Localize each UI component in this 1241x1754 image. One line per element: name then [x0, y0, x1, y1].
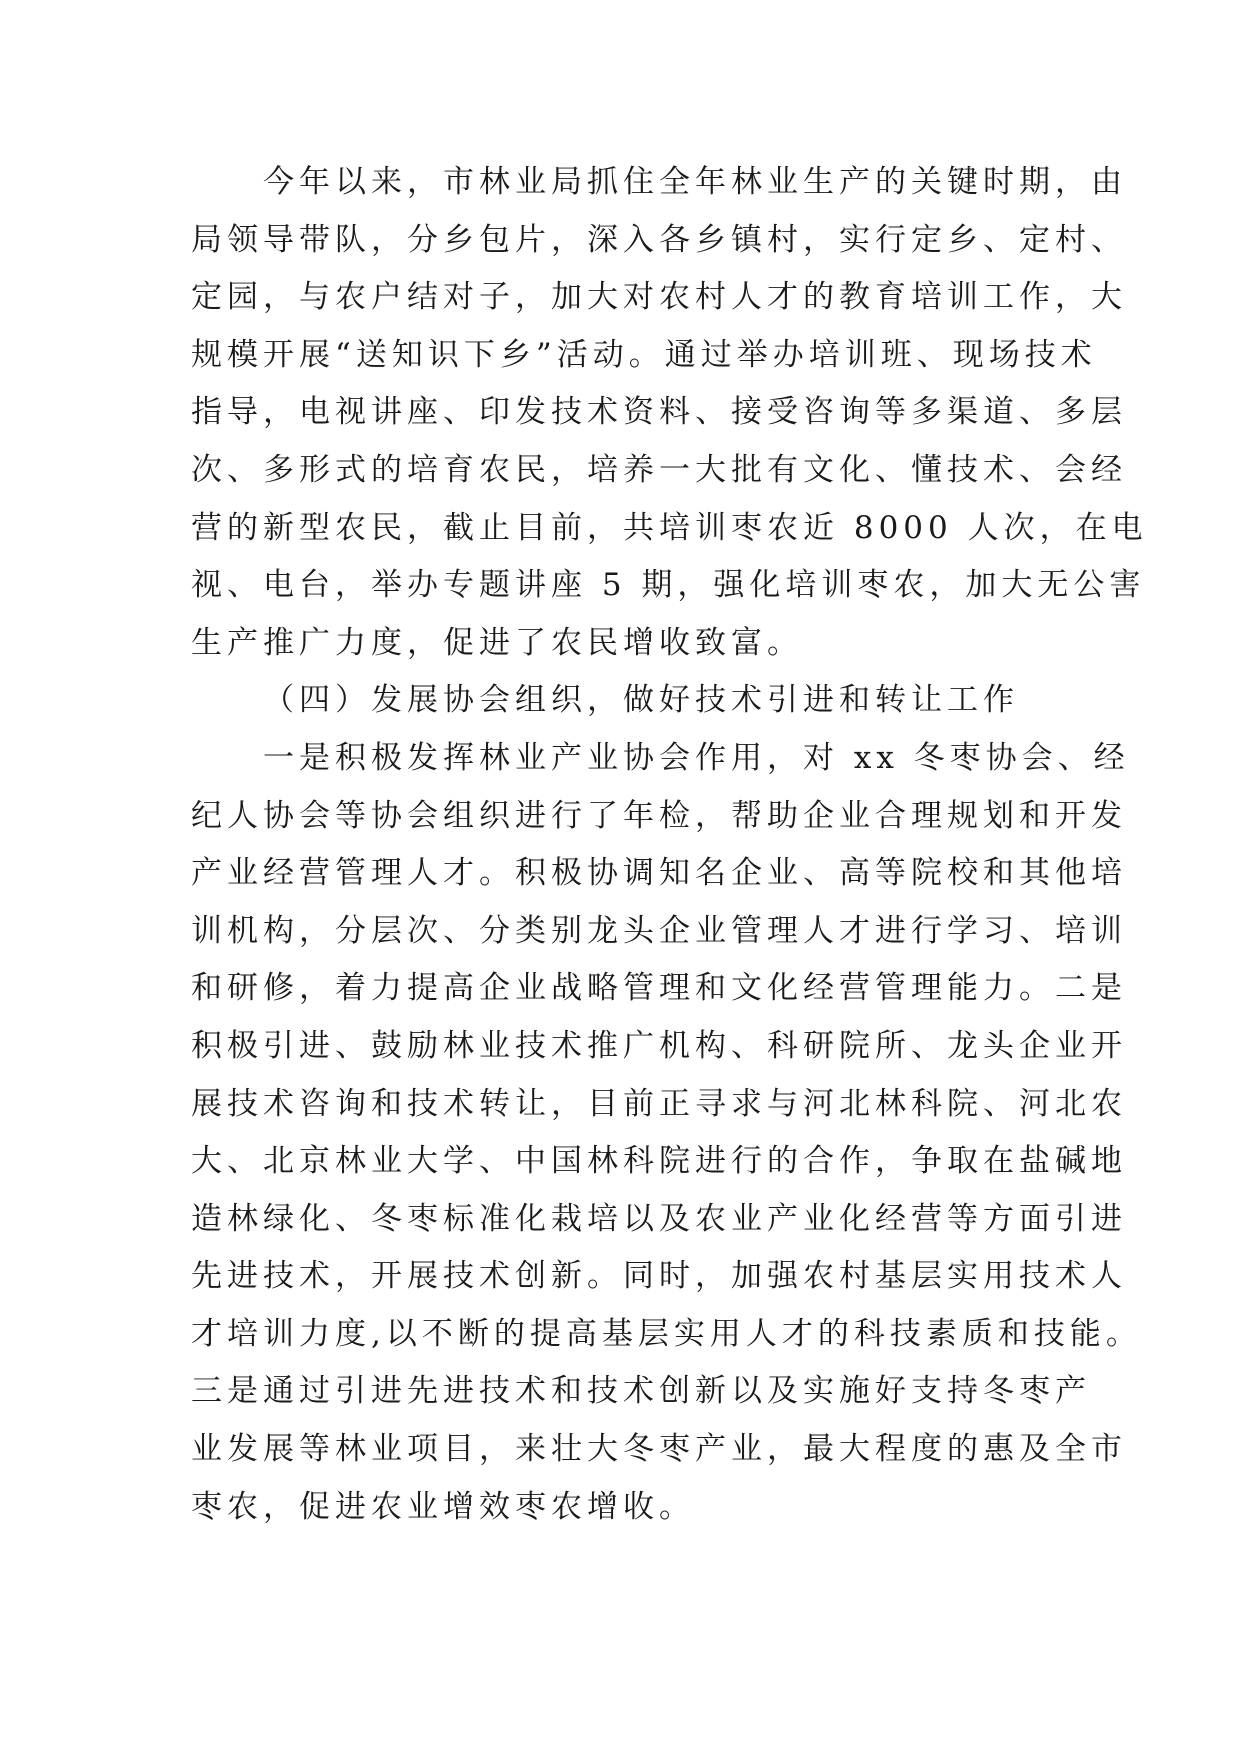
document-body: [191, 154, 1148, 1536]
paragraph-line: 业发展等林业项目，来壮大冬枣产业，最大程度的惠及全市: [191, 1431, 1127, 1468]
paragraph-line: 才培训力度,以不断的提高基层实用人才的科技素质和技能。: [191, 1315, 1142, 1352]
paragraph-line: 今年以来，市林业局抓住全年林业生产的关键时期，由: [263, 164, 1127, 200]
paragraph-line: 造林绿化、冬枣标准化栽培以及农业产业化经营等方面引进: [191, 1200, 1127, 1237]
paragraph-line: 规模开展“送知识下乡”活动。通过举办培训班、现场技术: [191, 336, 1097, 373]
paragraph-line: 指导，电视讲座、印发技术资料、接受咨询等多渠道、多层: [191, 394, 1127, 431]
paragraph-line: 积极引进、鼓励林业技术推广机构、科研院所、龙头企业开: [191, 1027, 1127, 1064]
paragraph-line: 局领导带队，分乡包片，深入各乡镇村，实行定乡、定村、: [191, 221, 1127, 258]
paragraph-line: 枣农，促进农业增效枣农增收。: [191, 1488, 695, 1525]
paragraph-line: 训机构，分层次、分类别龙头企业管理人才进行学习、培训: [191, 912, 1127, 949]
paragraph-line: 三是通过引进先进技术和技术创新以及实施好支持冬枣产: [191, 1373, 1091, 1410]
paragraph-line: 生产推广力度，促进了农民增收致富。: [191, 624, 803, 661]
paragraph-line: 视、电台，举办专题讲座 5 期，强化培训枣农，加大无公害: [191, 567, 1146, 604]
paragraph-line: 定园，与农户结对子，加大对农村人才的教育培训工作，大: [191, 279, 1127, 316]
paragraph-line: 大、北京林业大学、中国林科院进行的合作，争取在盐碱地: [191, 1143, 1127, 1180]
paragraph-associations: [191, 730, 1142, 1536]
paragraph-line: 产业经营管理人才。积极协调知名企业、高等院校和其他培: [191, 855, 1127, 892]
paragraph-line: 和研修，着力提高企业战略管理和文化经营管理能力。二是: [191, 970, 1127, 1007]
paragraph-training: [191, 154, 1148, 672]
paragraph-line: 一是积极发挥林业产业协会作用，对 xx 冬枣协会、经: [263, 739, 1130, 776]
paragraph-line: 先进技术，开展技术创新。同时，加强农村基层实用技术人: [191, 1258, 1127, 1295]
section-heading: （四）发展协会组织，做好技术引进和转让工作: [263, 682, 1019, 719]
paragraph-line: 纪人协会等协会组织进行了年检，帮助企业合理规划和开发: [191, 797, 1127, 834]
paragraph-line: 次、多形式的培育农民，培养一大批有文化、懂技术、会经: [191, 451, 1127, 488]
paragraph-line: 营的新型农民，截止目前，共培训枣农近 8000 人次，在电: [191, 509, 1148, 546]
paragraph-line: 展技术咨询和技术转让，目前正寻求与河北林科院、河北农: [191, 1085, 1127, 1122]
